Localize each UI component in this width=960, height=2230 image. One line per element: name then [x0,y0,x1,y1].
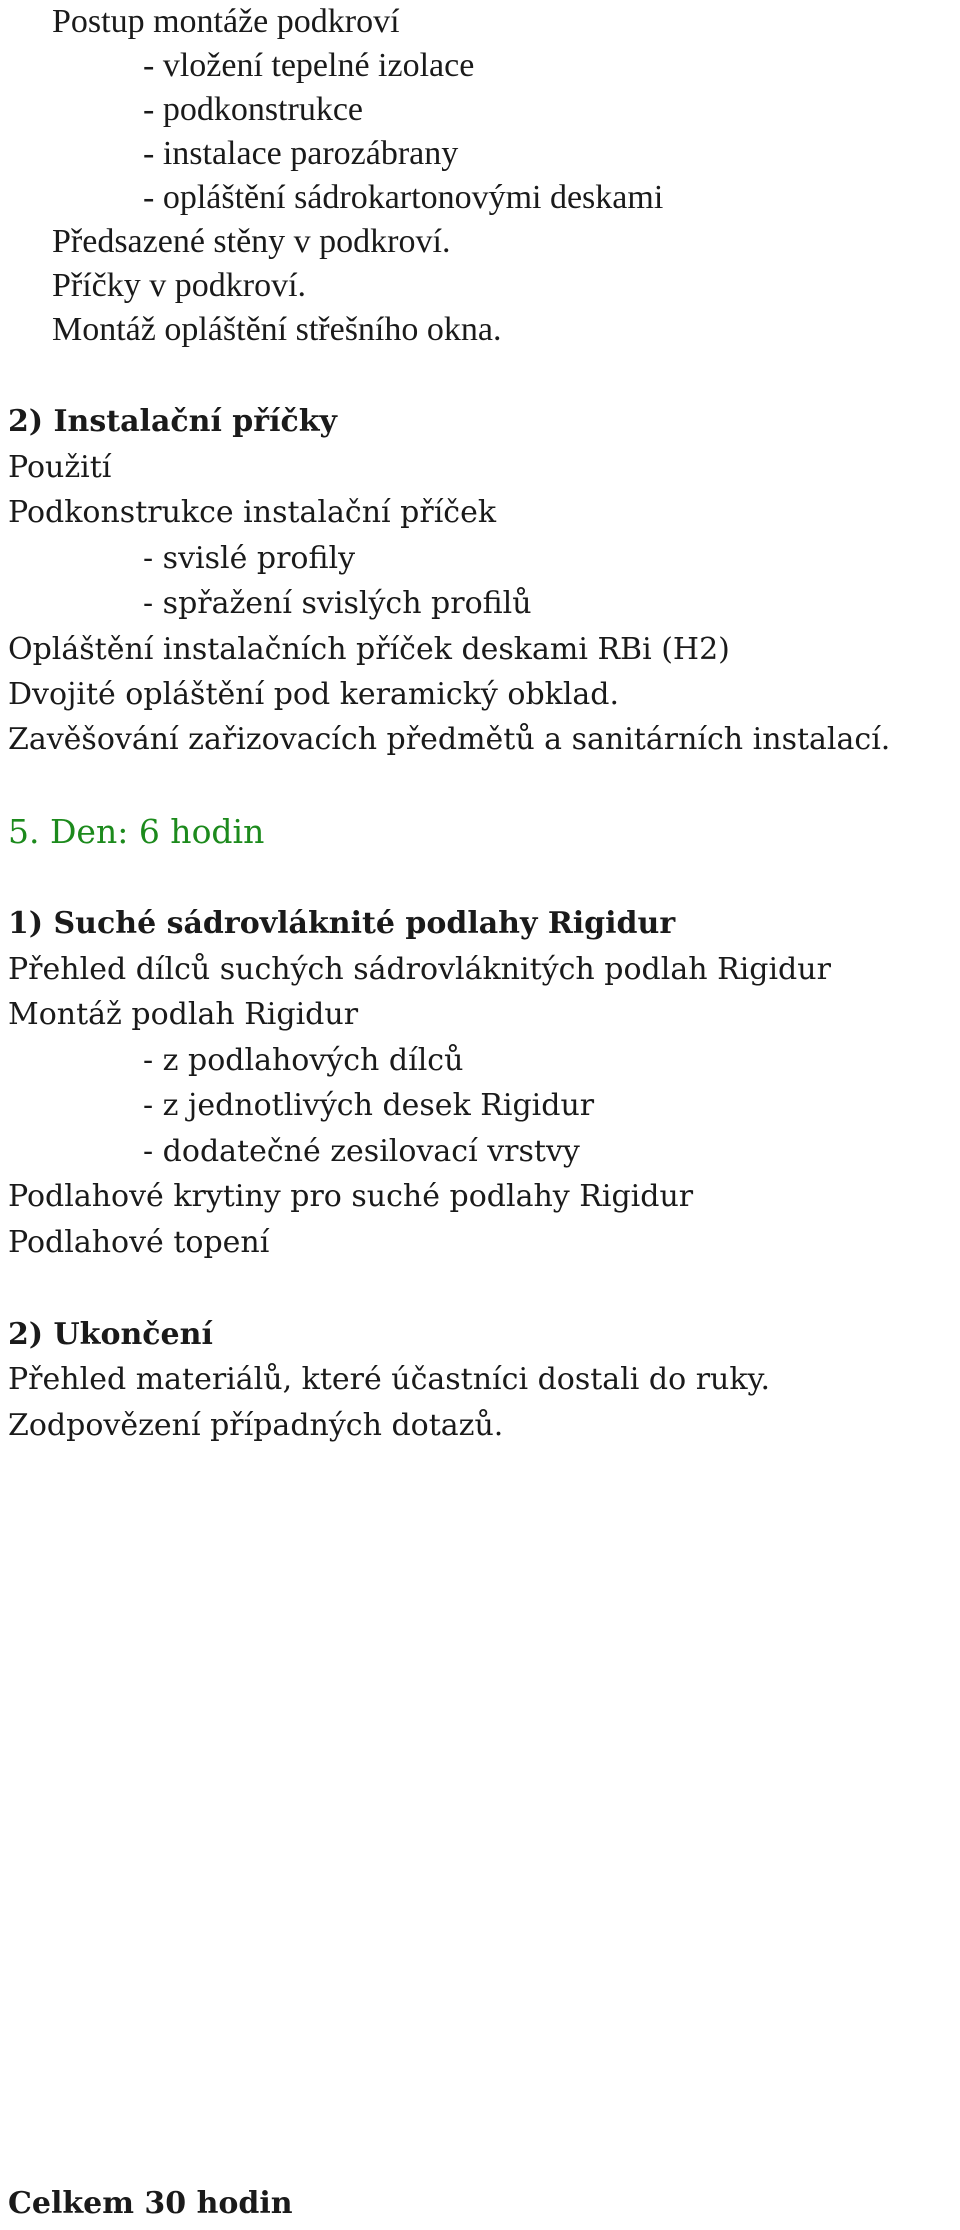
list-item: - spřažení svislých profilů [143,586,532,621]
list-item: - z jednotlivých desek Rigidur [143,1088,595,1123]
text-line: Opláštění instalačních příček deskami RBi (H2) [8,632,730,667]
text-line: Zodpovězení případných dotazů. [8,1408,504,1443]
list-item: - svislé profily [143,541,356,576]
text-line: Zavěšování zařizovacích předmětů a sanitárních instalací. [8,722,891,757]
text-line: Montáž opláštění střešního okna. [52,311,502,348]
list-item: - z podlahových dílců [143,1043,464,1078]
text-line: Použití [8,450,112,485]
list-item: - instalace parozábrany [143,135,459,172]
text-line: Podlahové krytiny pro suché podlahy Rigidur [8,1179,694,1214]
text-line: Podkonstrukce instalační příček [8,495,497,530]
list-item: - dodatečné zesilovací vrstvy [143,1134,580,1169]
total-hours: Celkem 30 hodin [8,2186,293,2221]
day-heading: 5. Den: 6 hodin [8,812,265,851]
text-line: Přehled materiálů, které účastníci dostali do ruky. [8,1362,771,1397]
text-line: Dvojité opláštění pod keramický obklad. [8,677,620,712]
list-item: - opláštění sádrokartonovými deskami [143,179,664,216]
text-line: Přehled dílců suchých sádrovláknitých podlah Rigidur [8,952,831,987]
text-line: Podlahové topení [8,1225,270,1260]
text-line: Montáž podlah Rigidur [8,997,359,1032]
section-title: Postup montáže podkroví [52,3,400,40]
section-heading: 2) Instalační příčky [8,404,337,439]
text-line: Příčky v podkroví. [52,267,307,304]
list-item: - vložení tepelné izolace [143,47,475,84]
list-item: - podkonstrukce [143,91,364,128]
text-line: Předsazené stěny v podkroví. [52,223,451,260]
section-heading: 1) Suché sádrovláknité podlahy Rigidur [8,906,676,941]
section-heading: 2) Ukončení [8,1317,213,1352]
